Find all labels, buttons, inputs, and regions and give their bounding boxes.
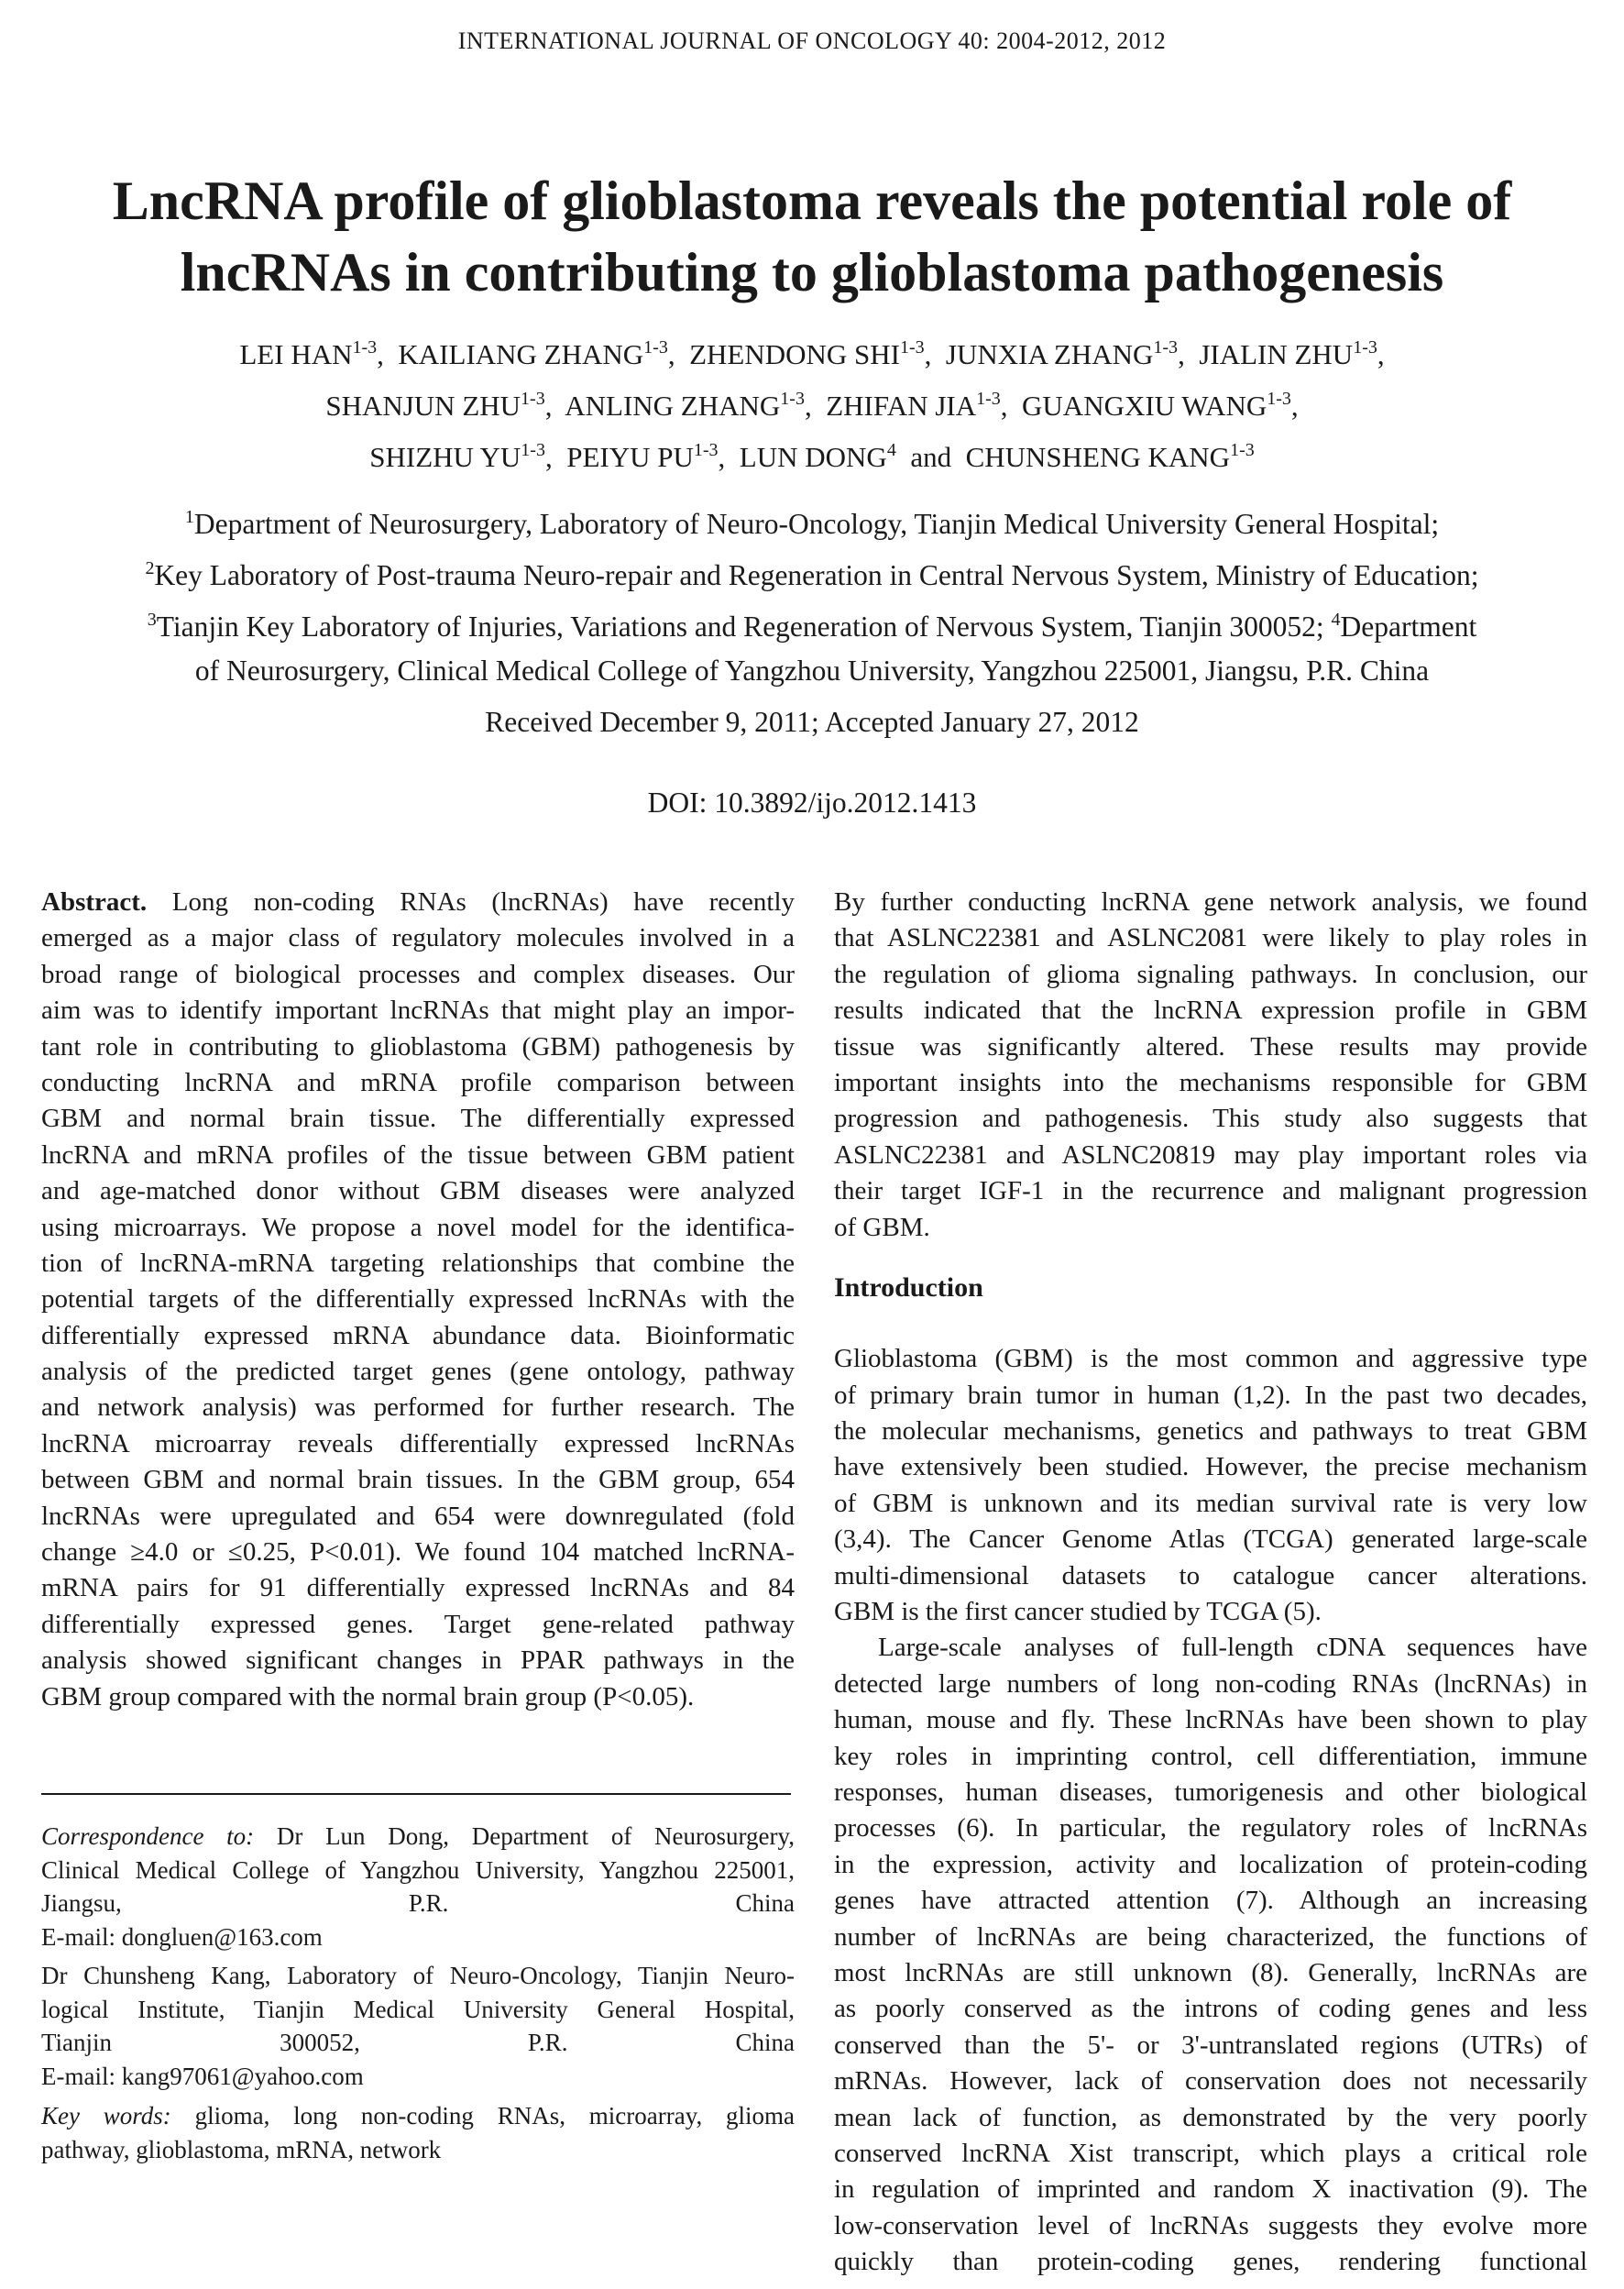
text-line: potential targets of the differentially expressed lncRNAs with the	[41, 1284, 795, 1315]
affiliation-line	[0, 546, 1624, 598]
affiliation-text: Department of Neurosurgery, Laboratory of Neuro-Oncology, Tianjin Medical University General Hospital;	[193, 508, 1440, 540]
affiliation-text: Key Laboratory of Post-trauma Neuro-repair and Regeneration in Central Nervous System, Ministry of Education;	[154, 559, 1479, 591]
footnote-divider	[41, 1793, 791, 1795]
text-line: GBM is the first cancer studied by TCGA (5).	[834, 1597, 1322, 1627]
text-line: tissue was significantly altered. These results may provide	[834, 1031, 1587, 1062]
text-line: aim was to identify important lncRNAs that might play an impor-	[41, 996, 795, 1026]
text-line: (3,4). The Cancer Genome Atlas (TCGA) generated large-scale	[834, 1524, 1587, 1555]
author-name: SHANJUN ZHU	[325, 390, 521, 422]
author-name: SHIZHU YU	[369, 441, 521, 473]
text-line: progression and pathogenesis. This study also suggests that	[834, 1104, 1587, 1134]
affiliation-line	[0, 495, 1624, 546]
affiliation-line: of Neurosurgery, Clinical Medical College of Yangzhou University, Yangzhou 225001, Jiangsu, P.R. China	[194, 655, 1430, 687]
text-line: E-mail: dongluen@163.com	[41, 1922, 323, 1951]
text-line: broad range of biological processes and complex diseases. Our	[41, 959, 795, 989]
text-line: responses, human diseases, tumorigenesis and other biological	[834, 1777, 1587, 1807]
correspondence-block	[41, 1820, 795, 1953]
text-line: low-conservation level of lncRNAs suggests they evolve more	[834, 2210, 1587, 2240]
text-line: between GBM and normal brain tissues. In the GBM group, 654	[41, 1465, 795, 1495]
author-separator: ,	[804, 390, 827, 422]
text-line: GBM and normal brain tissue. The differentially expressed	[41, 1104, 795, 1134]
author-name: LEI HAN	[239, 338, 353, 370]
introduction-paragraph	[834, 1630, 1587, 2280]
keywords-label: Key words:	[41, 2102, 171, 2129]
text-line: Dr Chunsheng Kang, Laboratory of Neuro-Oncology, Tianjin Neuro-	[41, 1962, 795, 1989]
author-affiliation-number: 1-3	[352, 337, 378, 358]
text-line: analysis of the predicted target genes (gene ontology, pathway	[41, 1357, 795, 1387]
correspondence-label: Correspondence to:	[41, 1822, 255, 1850]
text-line: Glioblastoma (GBM) is the most common and aggressive type	[834, 1344, 1587, 1374]
text-line: tant role in contributing to glioblastoma (GBM) pathogenesis by	[41, 1031, 795, 1062]
text-line: in the expression, activity and localization of protein-coding	[834, 1849, 1587, 1879]
text-line: Jiangsu, P.R. China	[41, 1889, 795, 1917]
text-line: mean lack of function, as demonstrated by the very poorly	[834, 2102, 1587, 2132]
section-heading-introduction: Introduction	[834, 1271, 983, 1303]
left-column	[41, 885, 795, 1715]
author-affiliation-number: 1-3	[1230, 440, 1255, 460]
text-line: human, mouse and fly. These lncRNAs have been shown to play	[834, 1705, 1587, 1735]
text-line: logical Institute, Tianjin Medical University General Hospital,	[41, 1995, 795, 2023]
text-line: important insights into the mechanisms responsible for GBM	[834, 1067, 1587, 1097]
author-affiliation-number: 1-3	[1153, 337, 1179, 358]
text-line: most lncRNAs are still unknown (8). Generally, lncRNAs are	[834, 1957, 1587, 1987]
author-affiliation-number: 1-3	[643, 337, 668, 358]
introduction-paragraph	[834, 1341, 1587, 1630]
text-line: mRNA pairs for 91 differentially expressed lncRNAs and 84	[41, 1573, 795, 1603]
text-line: differentially expressed genes. Target gene-related pathway	[41, 1609, 795, 1639]
author-separator: ,	[544, 390, 565, 422]
text-line: Tianjin 300052, P.R. China	[41, 2029, 795, 2056]
text-line: tion of lncRNA-mRNA targeting relationships that combine the	[41, 1248, 795, 1278]
affiliation-text: Department	[1340, 611, 1477, 643]
author-separator: and	[895, 441, 966, 473]
author-name: JUNXIA ZHANG	[945, 338, 1154, 370]
author-separator: ,	[718, 441, 740, 473]
title-line: LncRNA profile of glioblastoma reveals the potential role of	[112, 171, 1512, 231]
text-line: E-mail: kang97061@yahoo.com	[41, 2062, 364, 2090]
author-name: ANLING ZHANG	[565, 390, 781, 422]
author-name: GUANGXIU WANG	[1022, 390, 1267, 422]
text-line: quickly than protein-coding genes, rendering functional	[834, 2247, 1587, 2277]
author-separator: ,	[1377, 338, 1385, 370]
text-line: the molecular mechanisms, genetics and pathways to treat GBM	[834, 1416, 1587, 1447]
text-line	[41, 2099, 795, 2133]
text-line: have extensively been studied. However, the precise mechanism	[834, 1452, 1587, 1482]
author-name: PEIYU PU	[566, 441, 694, 473]
affiliation-number: 2	[145, 558, 155, 578]
author-name: CHUNSHENG KANG	[965, 441, 1231, 473]
author-affiliation-number: 1-3	[521, 389, 545, 409]
text-line	[41, 1820, 795, 1854]
text-line: detected large numbers of long non-coding RNAs (lncRNAs) in	[834, 1668, 1587, 1699]
text-run: Long non-coding RNAs (lncRNAs) have recently	[147, 887, 795, 917]
author-separator: ,	[667, 338, 690, 370]
correspondence-block-second	[41, 1959, 795, 2093]
text-line: as poorly conserved as the introns of coding genes and less	[834, 1994, 1587, 2024]
author-separator: ,	[544, 441, 567, 473]
author-line	[0, 377, 1624, 428]
text-line: differentially expressed mRNA abundance data. Bioinformatic	[41, 1320, 795, 1350]
text-line: change ≥4.0 or ≤0.25, P<0.01). We found 104 matched lncRNA-	[41, 1537, 795, 1568]
author-affiliation-number: 1-3	[900, 337, 925, 358]
author-separator: ,	[924, 338, 946, 370]
text-line: that ASLNC22381 and ASLNC2081 were likely to play roles in	[834, 923, 1587, 953]
text-line: the regulation of glioma signaling pathways. In conclusion, our	[834, 959, 1587, 989]
text-line: processes (6). In particular, the regulatory roles of lncRNAs	[834, 1813, 1587, 1843]
author-name: KAILIANG ZHANG	[398, 338, 644, 370]
text-line: conserved lncRNA Xist transcript, which plays a critical role	[834, 2138, 1587, 2168]
text-line	[41, 885, 795, 920]
author-name: ZHENDONG SHI	[689, 338, 900, 370]
article-title	[0, 165, 1624, 308]
affiliations	[0, 495, 1624, 693]
author-affiliation-number: 1-3	[1267, 389, 1291, 409]
text-run: Dr Lun Dong, Department of Neurosurgery,	[254, 1822, 796, 1850]
doi: DOI: 10.3892/ijo.2012.1413	[647, 787, 977, 819]
title-line: lncRNAs in contributing to glioblastoma pathogenesis	[180, 242, 1444, 303]
text-line: in regulation of imprinted and random X inactivation (9). The	[834, 2174, 1587, 2205]
text-line: GBM group compared with the normal brain group (P<0.05).	[41, 1681, 695, 1711]
text-line: lncRNA microarray reveals differentially expressed lncRNAs	[41, 1428, 795, 1458]
affiliation-text: Tianjin Key Laboratory of Injuries, Variations and Regeneration of Nervous System, Tianjin 300052;	[156, 611, 1332, 643]
text-line: mRNAs. However, lack of conservation does not necessarily	[834, 2066, 1587, 2096]
author-affiliation-number: 4	[886, 440, 896, 460]
text-line: and network analysis) was performed for further research. The	[41, 1392, 795, 1423]
text-line: key roles in imprinting control, cell differentiation, immune	[834, 1741, 1587, 1771]
text-line: of GBM is unknown and its median survival rate is very low	[834, 1488, 1587, 1518]
text-line: By further conducting lncRNA gene network analysis, we found	[834, 887, 1587, 917]
text-line: emerged as a major class of regulatory molecules involved in a	[41, 923, 795, 953]
text-line: Clinical Medical College of Yangzhou University, Yangzhou 225001,	[41, 1855, 795, 1884]
abstract-continued	[834, 885, 1587, 1246]
text-line: lncRNA and mRNA profiles of the tissue between GBM patient	[41, 1139, 795, 1170]
text-line: genes have attracted attention (7). Although an increasing	[834, 1886, 1587, 1916]
author-affiliation-number: 1-3	[976, 389, 1001, 409]
text-line: of GBM.	[834, 1212, 930, 1242]
text-line: pathway, glioblastoma, mRNA, network	[41, 2135, 442, 2163]
text-line: conducting lncRNA and mRNA profile comparison between	[41, 1067, 795, 1097]
text-line: analysis showed significant changes in PPAR pathways in the	[41, 1645, 795, 1676]
text-run: glioma, long non-coding RNAs, microarray, glioma	[170, 2102, 795, 2129]
affiliation-number: 1	[184, 507, 194, 527]
abstract-label: Abstract.	[41, 887, 148, 917]
author-name: ZHIFAN JIA	[826, 390, 977, 422]
text-line: multi-dimensional datasets to catalogue cancer alterations.	[834, 1560, 1587, 1590]
author-separator: ,	[1000, 390, 1023, 422]
author-name: LUN DONG	[739, 441, 887, 473]
author-separator: ,	[377, 338, 399, 370]
text-line: Large-scale analyses of full-length cDNA sequences have	[878, 1633, 1587, 1663]
text-line: number of lncRNAs are being characterized, the functions of	[834, 1921, 1587, 1952]
journal-header: INTERNATIONAL JOURNAL OF ONCOLOGY 40: 2004-2012, 2012	[457, 28, 1167, 54]
author-separator: ,	[1178, 338, 1200, 370]
author-affiliation-number: 1-3	[780, 389, 805, 409]
author-separator: ,	[1290, 390, 1299, 422]
author-list	[0, 325, 1624, 479]
text-line: their target IGF-1 in the recurrence and malignant progression	[834, 1176, 1587, 1206]
text-line: of primary brain tumor in human (1,2). In the past two decades,	[834, 1380, 1587, 1410]
right-column	[834, 885, 1587, 2280]
received-dates: Received December 9, 2011; Accepted January 27, 2012	[485, 706, 1139, 738]
affiliation-number: 4	[1331, 610, 1341, 630]
affiliation-line	[0, 598, 1624, 649]
author-line	[0, 325, 1624, 377]
text-line: lncRNAs were upregulated and 654 were downregulated (fold	[41, 1501, 795, 1531]
author-affiliation-number: 1-3	[521, 440, 545, 460]
text-line: using microarrays. We propose a novel model for the identifica-	[41, 1212, 795, 1242]
author-line	[0, 428, 1624, 479]
author-affiliation-number: 1-3	[693, 440, 719, 460]
abstract	[41, 885, 795, 1715]
author-name: JIALIN ZHU	[1199, 338, 1354, 370]
text-line: conserved than the 5'- or 3'-untranslated regions (UTRs) of	[834, 2030, 1587, 2060]
text-line: ASLNC22381 and ASLNC20819 may play important roles via	[834, 1139, 1587, 1170]
keywords-block	[41, 2099, 795, 2166]
author-affiliation-number: 1-3	[1353, 337, 1377, 358]
text-line: and age-matched donor without GBM diseases were analyzed	[41, 1176, 795, 1206]
affiliation-number: 3	[147, 610, 157, 630]
text-line: results indicated that the lncRNA expression profile in GBM	[834, 996, 1587, 1026]
